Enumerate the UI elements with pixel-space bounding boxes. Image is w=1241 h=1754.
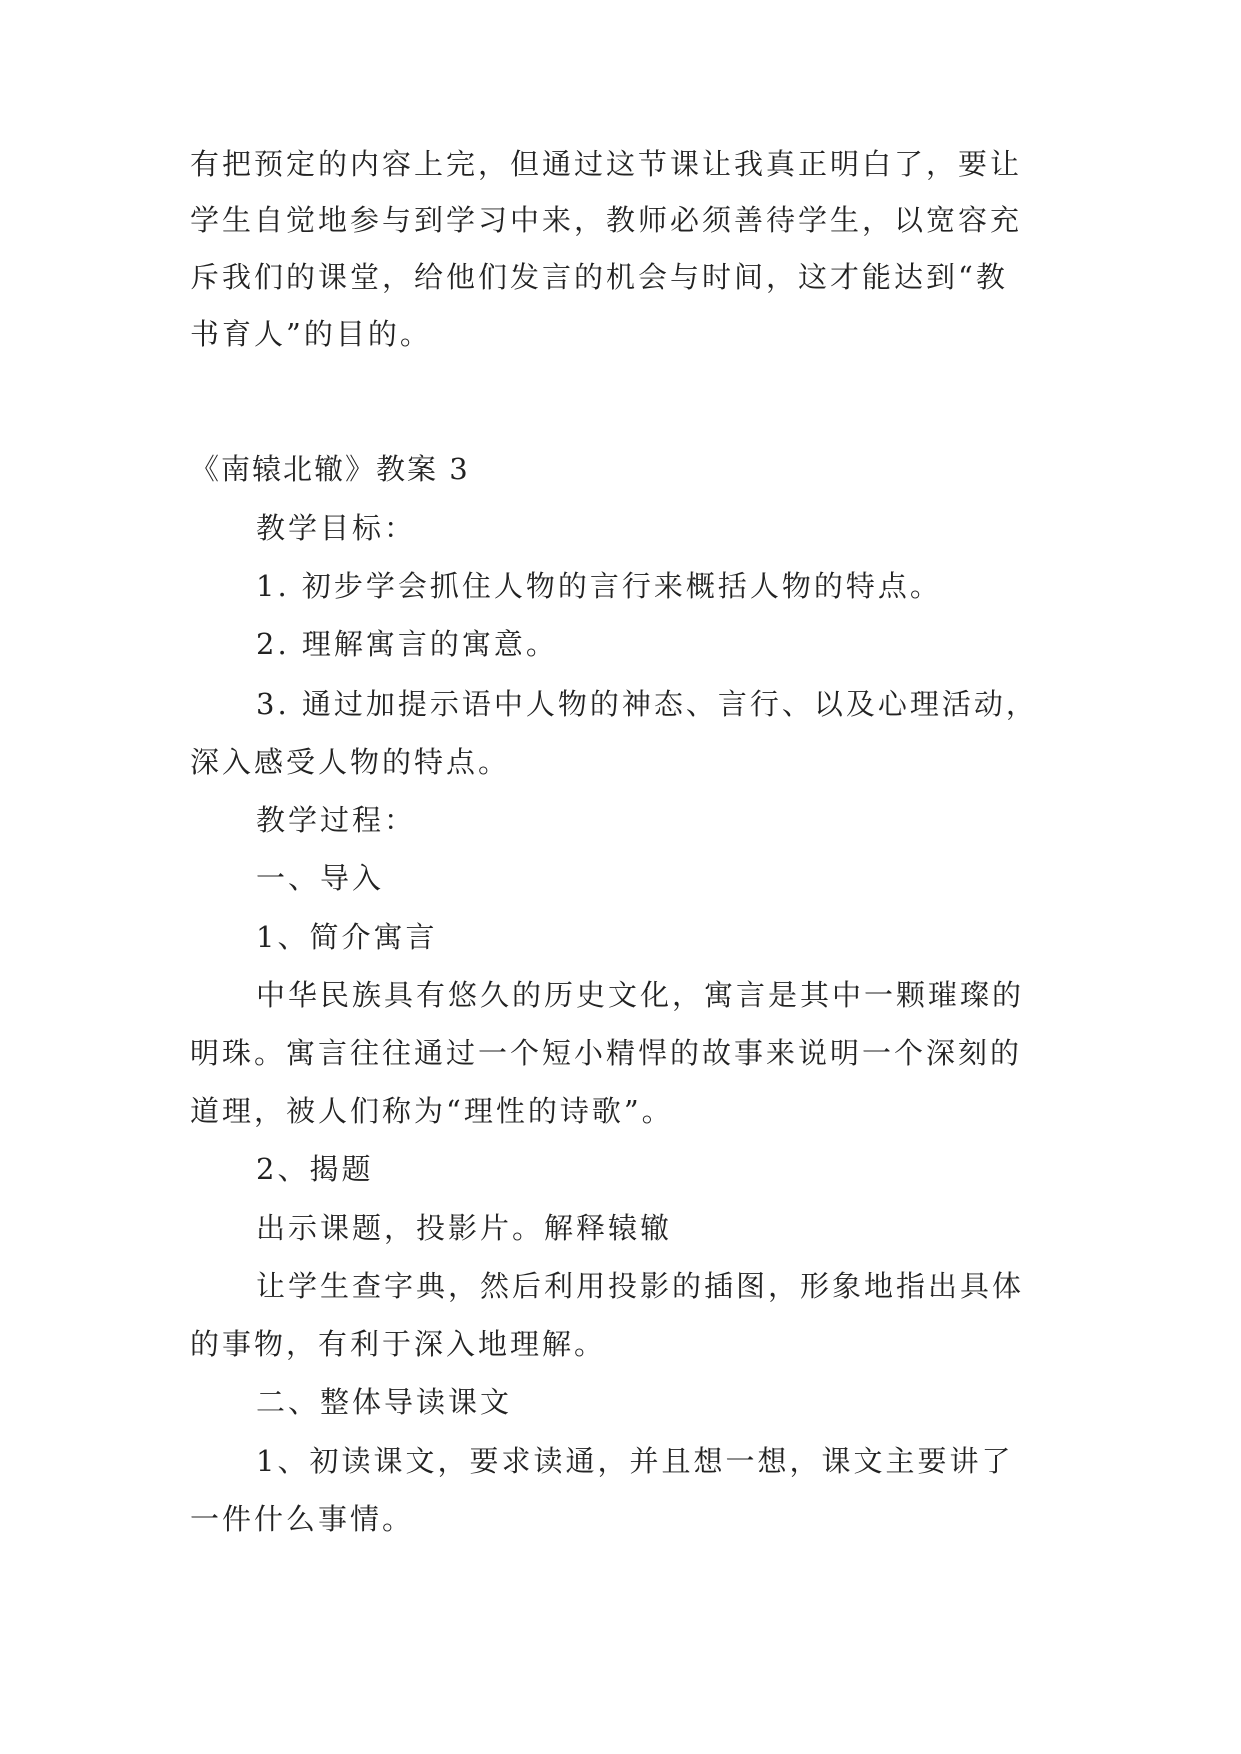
paragraph-line: 中华民族具有悠久的历史文化，寓言是其中一颗璀璨的 [256, 978, 1025, 1012]
sub-item: 2、揭题 [256, 1152, 374, 1186]
process-label: 教学过程： [256, 803, 417, 837]
paragraph-line: 道理，被人们称为“理性的诗歌”。 [190, 1094, 674, 1128]
objective-item-continued: 深入感受人物的特点。 [190, 745, 511, 779]
paragraph-line: 出示课题，投影片。解释辕辙 [256, 1211, 673, 1245]
paragraph-line: 一件什么事情。 [190, 1502, 415, 1536]
paragraph-line: 有把预定的内容上完，但通过这节课让我真正明白了，要让 [190, 147, 1023, 181]
part-title: 二、整体导读课文 [256, 1385, 513, 1419]
sub-item: 1、简介寓言 [256, 920, 438, 954]
objective-item: 3. 通过加提示语中人物的神态、言行、以及心理活动， [256, 687, 1038, 721]
paragraph-line: 学生自觉地参与到学习中来，教师必须善待学生，以宽容充 [190, 203, 1023, 237]
paragraph-line: 让学生查字典，然后利用投影的插图，形象地指出具体 [256, 1269, 1025, 1303]
objectives-label: 教学目标： [256, 511, 417, 545]
part-title: 一、导入 [256, 861, 385, 895]
sub-item: 1、初读课文，要求读通，并且想一想，课文主要讲了 [256, 1444, 1014, 1478]
section-title: 《南辕北辙》教案 3 [190, 452, 470, 486]
paragraph-line: 斥我们的课堂，给他们发言的机会与时间，这才能达到“教 [190, 260, 1008, 294]
paragraph-line: 的事物，有利于深入地理解。 [190, 1327, 607, 1361]
objective-item: 2. 理解寓言的寓意。 [256, 627, 558, 661]
paragraph-line: 明珠。寓言往往通过一个短小精悍的故事来说明一个深刻的 [190, 1036, 1023, 1070]
paragraph-line: 书育人”的目的。 [190, 317, 432, 351]
objective-item: 1. 初步学会抓住人物的言行来概括人物的特点。 [256, 569, 942, 603]
